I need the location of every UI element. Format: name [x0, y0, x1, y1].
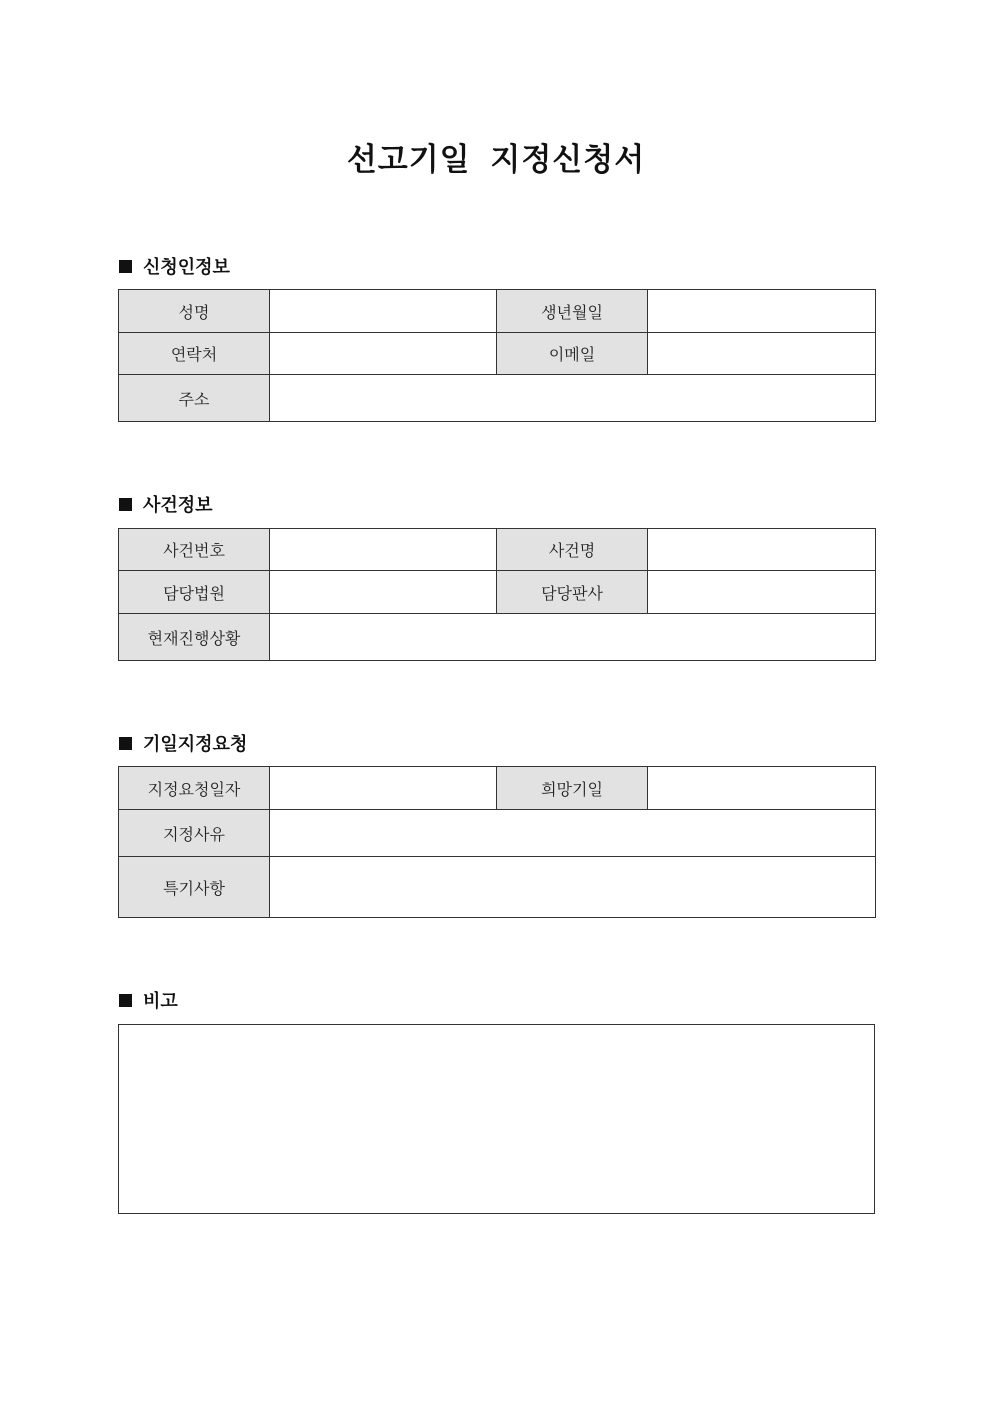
request-table — [118, 766, 876, 918]
status-field[interactable] — [270, 614, 876, 661]
notes-field[interactable] — [270, 857, 876, 918]
court-label: 담당법원 — [119, 571, 270, 614]
table-row — [119, 290, 876, 333]
table-row — [119, 857, 876, 918]
request-date-label: 지정요청일자 — [119, 767, 270, 810]
table-row — [119, 767, 876, 810]
reason-field[interactable] — [270, 810, 876, 857]
court-field[interactable] — [270, 571, 497, 614]
section-heading-remarks-text: 비고 — [143, 991, 178, 1012]
status-label: 현재진행상황 — [119, 614, 270, 661]
table-row — [119, 333, 876, 375]
request-date-field[interactable] — [270, 767, 497, 810]
email-field[interactable] — [648, 333, 876, 375]
table-row — [119, 375, 876, 422]
square-bullet-icon — [119, 994, 132, 1007]
table-row — [119, 529, 876, 571]
address-field[interactable] — [270, 375, 876, 422]
section-heading-request — [119, 730, 247, 756]
table-row — [119, 614, 876, 661]
notes-label: 특기사항 — [119, 857, 270, 918]
table-row — [119, 571, 876, 614]
email-label: 이메일 — [497, 333, 648, 375]
name-label: 성명 — [119, 290, 270, 333]
reason-label: 지정사유 — [119, 810, 270, 857]
birth-date-label: 생년월일 — [497, 290, 648, 333]
section-heading-applicant-text: 신청인정보 — [143, 257, 230, 278]
section-heading-case — [119, 491, 213, 517]
section-heading-request-text: 기일지정요청 — [143, 734, 248, 755]
case-name-label: 사건명 — [497, 529, 648, 571]
section-heading-case-text: 사건정보 — [143, 495, 213, 516]
square-bullet-icon — [119, 498, 132, 511]
remarks-field[interactable] — [118, 1024, 875, 1214]
contact-field[interactable] — [270, 333, 497, 375]
desired-date-label: 희망기일 — [497, 767, 648, 810]
section-heading-applicant — [119, 253, 230, 279]
table-row — [119, 810, 876, 857]
desired-date-field[interactable] — [648, 767, 876, 810]
case-table — [118, 528, 876, 661]
case-number-label: 사건번호 — [119, 529, 270, 571]
address-label: 주소 — [119, 375, 270, 422]
document-title: 선고기일 지정신청서 — [346, 142, 646, 178]
judge-field[interactable] — [648, 571, 876, 614]
square-bullet-icon — [119, 737, 132, 750]
judge-label: 담당판사 — [497, 571, 648, 614]
section-heading-remarks — [119, 987, 178, 1013]
applicant-table — [118, 289, 876, 422]
name-field[interactable] — [270, 290, 497, 333]
birth-date-field[interactable] — [648, 290, 876, 333]
case-name-field[interactable] — [648, 529, 876, 571]
case-number-field[interactable] — [270, 529, 497, 571]
square-bullet-icon — [119, 260, 132, 273]
contact-label: 연락처 — [119, 333, 270, 375]
